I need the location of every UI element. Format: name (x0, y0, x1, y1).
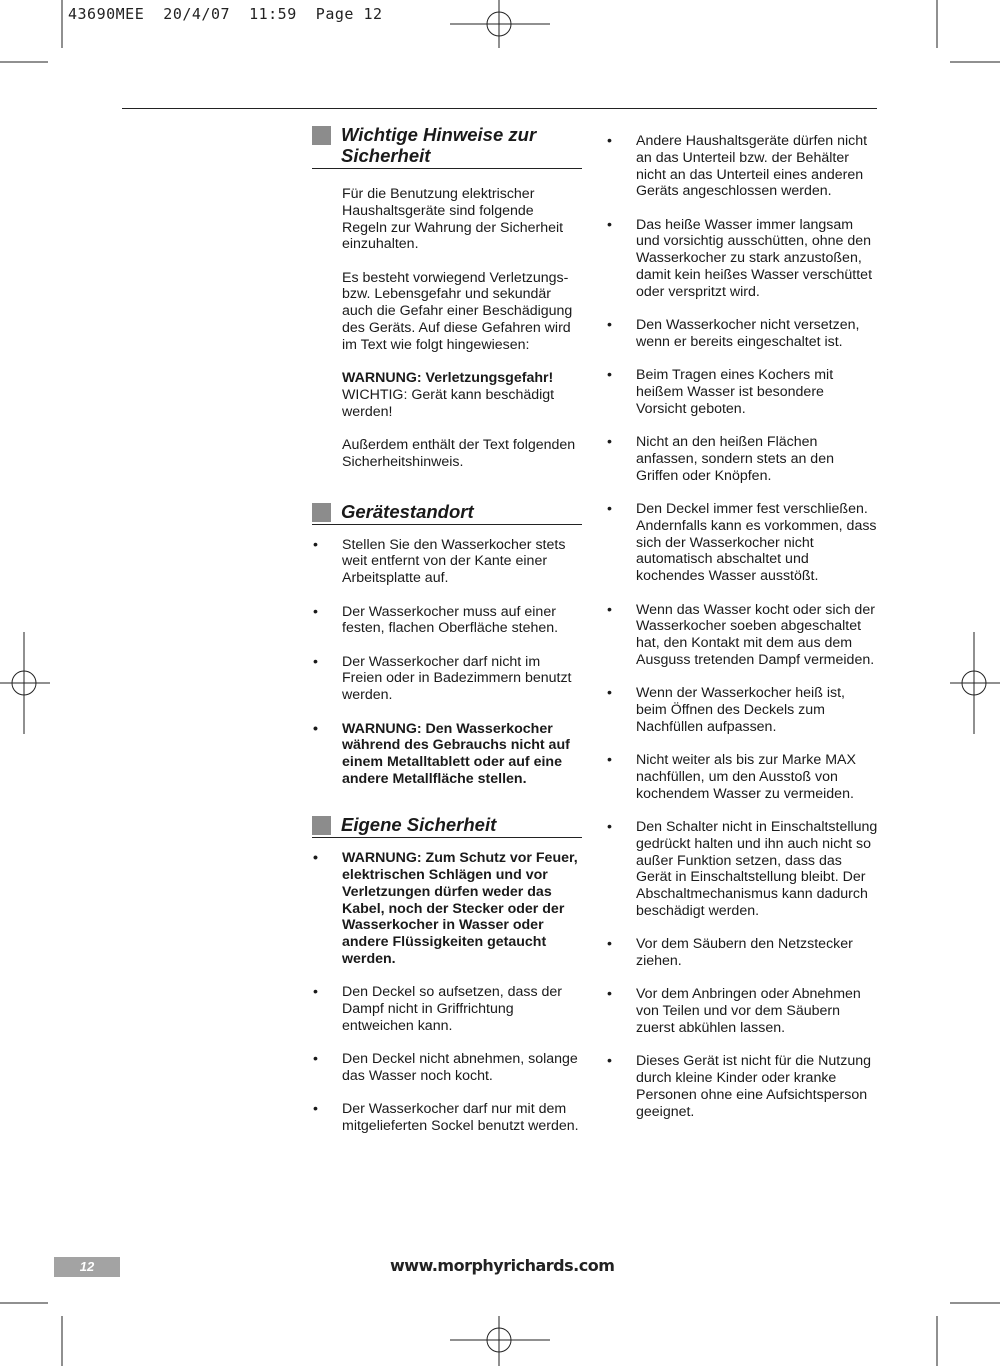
website-url[interactable]: www.morphyrichards.com (390, 1256, 615, 1275)
left-column (312, 124, 582, 1151)
section-title-location: Gerätestandort (341, 500, 474, 522)
registration-mark-right (950, 632, 1000, 734)
section-marker (312, 503, 331, 522)
list-item: • Der Wasserkocher darf nicht im Freien oder in Badezimmern benutzt werden. (312, 654, 582, 704)
list-item: • Wenn der Wasserkocher heiß ist, beim Öffnen des Deckels zum Nachfüllen aufpassen. (606, 685, 878, 735)
section-title-own-safety: Eigene Sicherheit (341, 814, 497, 836)
section-header (312, 124, 582, 169)
right-column (606, 133, 878, 1137)
paragraph: Es besteht vorwiegend Verletzungs- bzw. Lebensgefahr und sekundär auch die Gefahr einer Beschädigung des Geräts. Auf diese Gefahren wird im Text wie folgt hingewiesen: (342, 269, 573, 353)
registration-mark-left (0, 632, 50, 734)
section-marker (312, 816, 331, 835)
list-item: • Stellen Sie den Wasserkocher stets weit entfernt von der Kante einer Arbeitsplatte auf. (312, 537, 582, 587)
section-safety (312, 124, 582, 471)
section-header (312, 501, 582, 525)
list-item: • Das heiße Wasser immer langsam und vorsichtig ausschütten, ohne den Wasserkocher zu stark anzustoßen, damit kein heißes Wasser verschüttet oder verspritzt wird. (606, 217, 878, 301)
print-slug: 43690MEE 20/4/07 11:59 Page 12 (68, 5, 383, 23)
list-item: • Vor dem Säubern den Netzstecker ziehen. (606, 936, 878, 970)
right-list (606, 133, 878, 1120)
section-marker (312, 126, 331, 145)
list-item: • Nicht weiter als bis zur Marke MAX nachfüllen, um den Ausstoß von kochendem Wasser zu vermeiden. (606, 752, 878, 802)
registration-mark-bottom (450, 1316, 550, 1366)
list-item: • Nicht an den heißen Flächen anfassen, sondern stets an den Griffen oder Knöpfen. (606, 434, 878, 484)
important-label: WICHTIG: Gerät kann beschädigt werden! (342, 386, 555, 420)
list-item: • Der Wasserkocher muss auf einer festen, flachen Oberfläche stehen. (312, 604, 582, 638)
list-item: • Den Deckel immer fest verschließen. Andernfalls kann es vorkommen, dass sich der Wasserkocher nicht automatisch abschaltet und kochendes Wasser ausstößt. (606, 501, 878, 585)
section-title-safety: Wichtige Hinweise zur Sicherheit (341, 124, 537, 166)
list-item: • Andere Haushaltsgeräte dürfen nicht an das Unterteil bzw. der Behälter nicht an das Unterteil eines anderen Geräts angeschlossen werden. (606, 133, 878, 200)
list-item: • Der Wasserkocher darf nur mit dem mitgelieferten Sockel benutzt werden. (312, 1101, 582, 1135)
list-item: • Vor dem Anbringen oder Abnehmen von Teilen und vor dem Säubern zuerst abkühlen lassen. (606, 986, 878, 1036)
list-item: • Den Deckel nicht abnehmen, solange das Wasser noch kocht. (312, 1051, 582, 1085)
section-location (312, 501, 582, 788)
paragraph: Außerdem enthält der Text folgenden Sicherheitshinweis. (342, 437, 576, 470)
location-list (312, 537, 582, 788)
list-item: • Den Deckel so aufsetzen, dass der Dampf nicht in Griffrichtung entweichen kann. (312, 984, 582, 1034)
own-safety-list (312, 850, 582, 1135)
list-item: • Den Schalter nicht in Einschaltstellung gedrückt halten und ihn auch nicht so außer Funktion setzen, dass das Gerät in Einschaltstellung bleibt. Der Abschaltmechanismus kann dadurch beschädigt werden. (606, 819, 878, 920)
list-item-warning: • WARNUNG: Zum Schutz vor Feuer, elektrischen Schlägen und vor Verletzungen dürfen weder das Kabel, noch der Stecker oder der Wasserkocher in Wasser oder andere Flüssigkeiten getaucht werden. (312, 850, 582, 968)
section-own-safety (312, 814, 582, 1135)
list-item: • Dieses Gerät ist nicht für die Nutzung durch kleine Kinder oder kranke Personen ohne eine Aufsichtsperson geeignet. (606, 1053, 878, 1120)
paragraph: Für die Benutzung elektrischer Haushaltsgeräte sind folgende Regeln zur Wahrung der Sicherheit einzuhalten. (342, 186, 564, 253)
list-item: • Wenn das Wasser kocht oder sich der Wasserkocher soeben abgeschaltet hat, den Kontakt mit dem aus dem Ausguss tretenden Dampf vermeiden. (606, 602, 878, 669)
list-item: • Beim Tragen eines Kochers mit heißem Wasser ist besondere Vorsicht geboten. (606, 367, 878, 417)
list-item-warning: • WARNUNG: Den Wasserkocher während des Gebrauchs nicht auf einem Metalltablett oder auf eine andere Metallfläche stellen. (312, 721, 582, 788)
warning-paragraph (312, 370, 582, 420)
warning-label: WARNUNG: Verletzungsgefahr! (342, 370, 554, 387)
section-header (312, 814, 582, 838)
list-item: • Den Wasserkocher nicht versetzen, wenn er bereits eingeschaltet ist. (606, 317, 878, 351)
registration-mark-top (450, 0, 550, 48)
safety-paragraphs (312, 186, 582, 471)
top-rule (122, 108, 877, 109)
page-number: 12 (54, 1257, 120, 1277)
